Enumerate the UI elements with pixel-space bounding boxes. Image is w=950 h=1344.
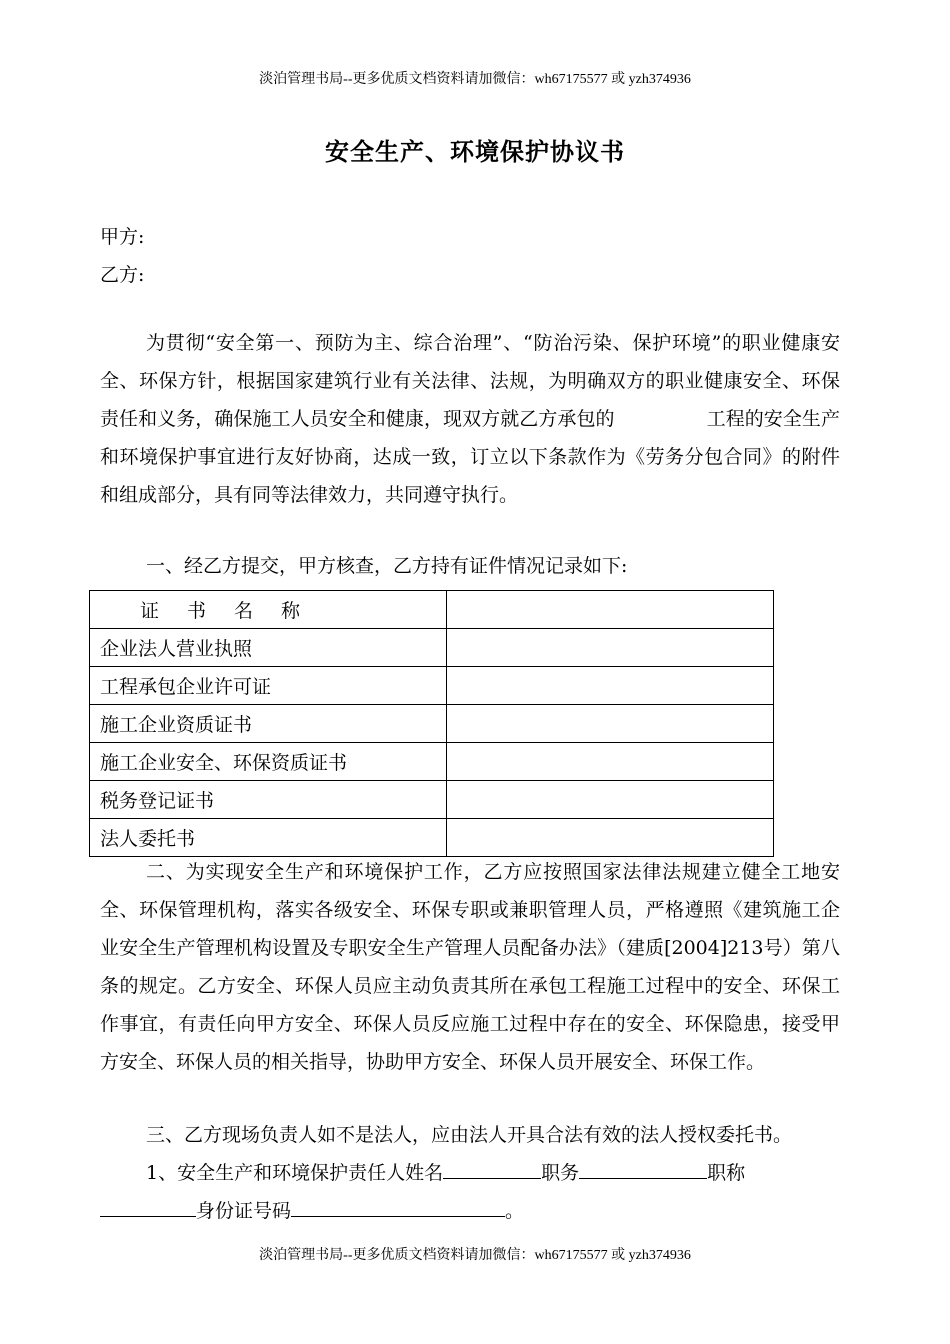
certificate-value (447, 781, 774, 819)
section-3-text: 三、乙方现场负责人如不是法人，应由法人开具合法有效的法人授权委托书。 (146, 1124, 793, 1146)
name-blank (443, 1177, 541, 1179)
certificate-name: 企业法人营业执照 (90, 629, 447, 667)
intro-paragraph (100, 324, 840, 514)
certificate-value (447, 705, 774, 743)
table-header-value (447, 591, 774, 629)
party-b-label: 乙方: (100, 264, 145, 286)
table-row (90, 819, 774, 857)
table-row (90, 629, 774, 667)
table-row (90, 705, 774, 743)
responsible-name-label: 1、安全生产和环境保护责任人姓名 (146, 1162, 444, 1184)
certificate-table (89, 590, 774, 857)
table-row (90, 743, 774, 781)
table-header-cell: 证书名称 (90, 591, 447, 629)
intro-part1: 为贯彻“安全第一、预防为主、综合治理”、“防治污染、保护环境”的职业健康安全、环保方针，根据国家建筑行业有关法律、法规，为明确双方的职业健康安全、环保责任和义务，确保施工人员安全和健康，现双方就乙方承包的 (100, 332, 840, 430)
table-header-row (90, 591, 774, 629)
certificate-name: 法人委托书 (90, 819, 447, 857)
document-title: 安全生产、环境保护协议书 (325, 137, 625, 166)
page-header: 淡泊管理书局--更多优质文档资料请加微信：wh67175577 或 yzh374936 (259, 72, 691, 87)
id-blank (291, 1215, 505, 1217)
certificate-value (447, 667, 774, 705)
title-label: 职称 (707, 1162, 746, 1184)
item-1-end: 。 (505, 1200, 525, 1222)
page-footer: 淡泊管理书局--更多优质文档资料请加微信：wh67175577 或 yzh374936 (259, 1248, 691, 1263)
table-row (90, 781, 774, 819)
intro-part2: 工程的安全生产和环境保护事宜进行友好协商，达成一致，订立以下条款作为《劳务分包合同》的附件和组成部分，具有同等法律效力，共同遵守执行。 (100, 408, 840, 506)
certificate-name: 工程承包企业许可证 (90, 667, 447, 705)
title-blank (100, 1215, 196, 1217)
position-label: 职务 (541, 1162, 580, 1184)
position-blank (579, 1177, 707, 1179)
item-1-text (100, 1154, 840, 1230)
id-label: 身份证号码 (196, 1200, 292, 1222)
section-1-text: 一、经乙方提交，甲方核查，乙方持有证件情况记录如下: (146, 555, 628, 577)
certificate-name: 施工企业资质证书 (90, 705, 447, 743)
certificate-value (447, 743, 774, 781)
party-a-label: 甲方: (100, 226, 145, 248)
certificate-name: 税务登记证书 (90, 781, 447, 819)
section-2-text: 二、为实现安全生产和环境保护工作，乙方应按照国家法律法规建立健全工地安全、环保管理机构，落实各级安全、环保专职或兼职管理人员，严格遵照《建筑施工企业安全生产管理机构设置及专职安全生产管理人员配备办法》（建质[2004]213号）第八条的规定。乙方安全、环保人员应主动负责其所在承包工程施工过程中的安全、环保工作事宜，有责任向甲方安全、环保人员反应施工过程中存在的安全、环保隐患，接受甲方安全、环保人员的相关指导，协助甲方安全、环保人员开展安全、环保工作。 (100, 861, 840, 1073)
certificate-value (447, 819, 774, 857)
certificate-value (447, 629, 774, 667)
table-row (90, 667, 774, 705)
certificate-name: 施工企业安全、环保资质证书 (90, 743, 447, 781)
